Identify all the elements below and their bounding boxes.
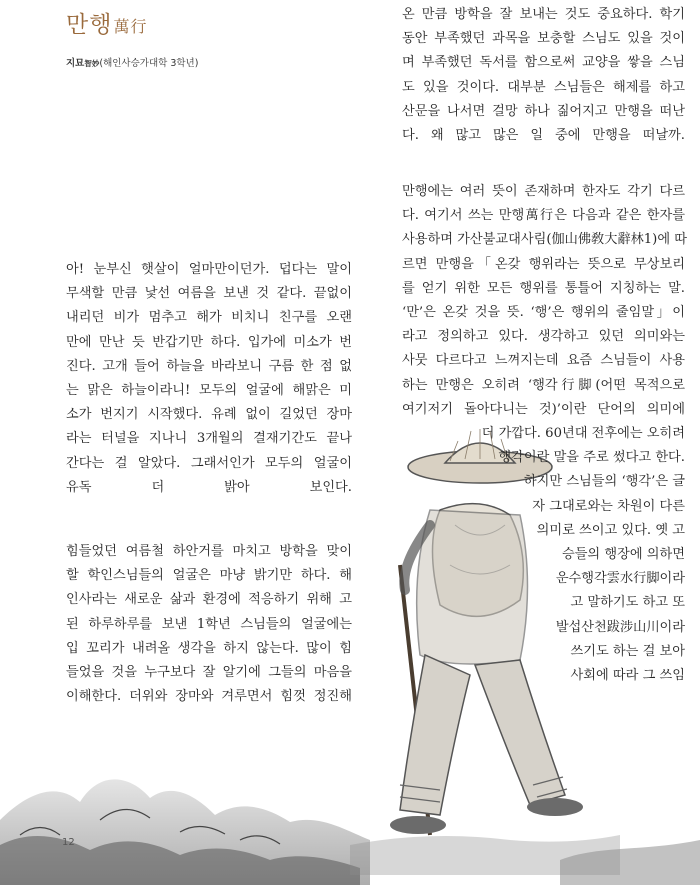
text-line: 할 학인스님들의 얼굴은 마냥 밝기만 하다. 해 [66,568,352,584]
title-hanja: 萬行 [113,17,148,36]
text-line: 르면 만행을「온갖 행위라는 뜻으로 무상보리 [402,256,685,272]
text-line: 인사라는 새로운 삶과 환경에 적응하기 위해 고 [66,592,352,608]
text-line: 발섭산천跋涉山川이라 [555,619,685,635]
text-line: 를 얻기 위한 모든 행위를 통틀어 지칭하는 말. [402,280,685,296]
text-line: 이해한다. 더위와 장마와 겨루면서 힘껏 정진해 [66,689,352,705]
text-line: 진다. 고개 들어 하늘을 바라보니 구름 한 점 없 [66,358,352,374]
author-name: 지묘 [66,58,85,69]
text-line: 라고 정의하고 있다. 생각하고 있던 의미와는 [402,329,685,345]
text-line: 하지만 스님들의 ‘행각’은 글 [523,474,685,490]
author-affiliation: (해인사승가대학 3학년) [99,58,199,69]
text-line: 라는 터널을 지나니 3개월의 결재기간도 끝나 [66,431,352,447]
text-line: 여기저기 돌아다니는 것)’이란 단어의 의미에 [402,401,685,417]
text-line: 사용하며 가산불교대사림(伽山佛敎大辭林1)에 따 [402,232,687,248]
text-line: 된 하루하루를 보낸 1학년 스님들의 얼굴에는 [66,616,352,632]
text-line: 도 있을 것이다. 대부분 스님들은 해제를 하고 [402,79,685,95]
text-line: 자 그대로와는 차원이 다른 [532,498,685,514]
text-line: 사뭇 다르다고 느껴지는데 요즘 스님들이 사용 [402,353,685,369]
text-line: 동안 부족했던 과목을 보충할 스님도 있을 것이 [402,31,685,47]
text-line: 만행에는 여러 뜻이 존재하며 한자도 각기 다르 [402,184,685,199]
title-korean: 만행 [66,12,113,38]
text-line: 온 만큼 방학을 잘 보내는 것도 중요하다. 학기 [402,7,685,22]
text-line: 아! 눈부신 햇살이 얼마만이던가. 덥다는 말이 [66,262,352,277]
page-number: 12 [62,837,75,848]
text-line: 내리던 비가 멈추고 해가 비치니 친구를 오랜 [66,310,352,326]
author-byline [66,55,198,69]
text-line: 며 부족했던 독서를 함으로써 교양을 쌓을 스님 [402,55,685,71]
text-line: 만에 만난 듯 반갑기만 하다. 입가에 미소가 번 [66,334,352,350]
text-line: 간다는 걸 알았다. 그래서인가 모두의 얼굴이 [66,455,352,471]
author-hanja: 智妙 [84,59,100,68]
text-line: 는 맑은 하늘이라니! 모두의 얼굴에 해맑은 미 [66,383,352,398]
text-line: 행각이란 말을 주로 썼다고 한다. [498,450,685,466]
text-line: 하는 만행은 오히려 ‘행각行脚(어떤 목적으로 [402,377,685,393]
text-line: 힘들었던 여름철 하안거를 마치고 방학을 맞이 [66,544,352,559]
text-line: 쓰기도 하는 걸 보아 [570,643,685,659]
text-line: ‘만’은 온갖 것을 뜻. ‘행’은 행위의 줄임말」이 [402,305,685,320]
text-line: 산문을 나서면 걸망 하나 짊어지고 만행을 떠난 [402,103,685,119]
text-line: 의미로 쓰이고 있다. 옛 고 [536,522,685,538]
text-line: 운수행각雲水行脚이라 [555,571,685,587]
text-line: 고 말하기도 하고 또 [570,595,685,611]
text-line: 무색할 만큼 낯선 여름을 보낸 것 같다. 끝없이 [66,286,352,302]
text-line: 더 가깝다. 60년대 전후에는 오히려 [481,426,685,441]
text-line: 유독 더 밝아 보인다. [66,479,352,495]
text-line: 소가 번지기 시작했다. 유례 없이 길었던 장마 [66,407,352,423]
text-line: 다. 왜 많고 많은 일 중에 만행을 떠날까. [402,128,685,143]
article-title [66,6,147,39]
text-line: 다. 여기서 쓰는 만행萬行은 다음과 같은 한자를 [402,208,685,224]
text-line: 입 꼬리가 내려올 생각을 하지 않는다. 많이 힘 [66,640,352,656]
text-line: 들었을 것을 누구보다 잘 알기에 그들의 마음을 [66,665,352,680]
text-line: 사회에 따라 그 쓰임 [570,668,685,683]
text-line: 승들의 행장에 의하면 [561,547,685,562]
